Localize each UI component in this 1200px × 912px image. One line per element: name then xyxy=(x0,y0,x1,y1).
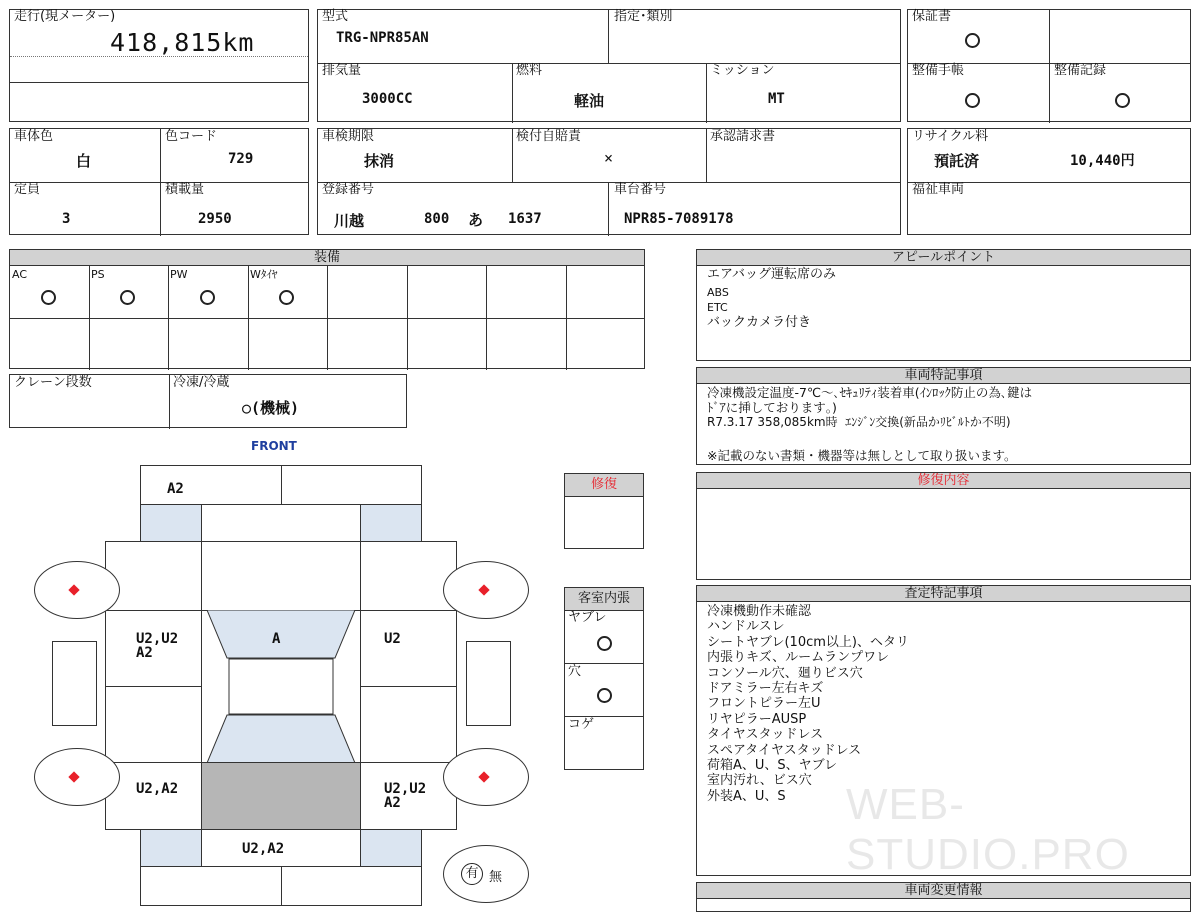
repair-content-title: 修復内容 xyxy=(697,473,1190,489)
recycle-status: 預託済 xyxy=(934,152,980,170)
rear-right-corner xyxy=(360,829,422,867)
special-notes-line-2: ﾄﾞｱに挿しております｡) xyxy=(707,400,837,415)
left-mirror xyxy=(52,641,97,726)
registration-label: 登録番号 xyxy=(322,182,375,197)
inspection-label: 車検期限 xyxy=(322,129,375,144)
mileage-label: 走行(現メーター) xyxy=(14,9,116,24)
front-left-fender xyxy=(105,541,202,611)
equipment-wtire-circle-icon xyxy=(279,290,294,305)
assessment-line-2: ハンドルスレ xyxy=(707,619,785,635)
documents-box xyxy=(907,9,1191,122)
rear-left-code: U2,A2 xyxy=(136,781,179,797)
chassis-label: 車台番号 xyxy=(614,182,667,197)
front-right-code: U2 xyxy=(384,631,401,647)
spare-tire xyxy=(443,845,529,903)
equipment-ac-circle-icon xyxy=(41,290,56,305)
crane-label: クレーン段数 xyxy=(14,375,92,390)
front-left-corner xyxy=(140,504,202,542)
mileage-value: 418,815km xyxy=(110,28,255,57)
load-value: 2950 xyxy=(198,211,232,227)
assessment-line-7: フロントピラー左U xyxy=(707,696,821,712)
assessment-line-11: 荷箱A、U、S、ヤブレ xyxy=(707,758,838,773)
color-code-label: 色コード xyxy=(165,129,218,144)
recycle-label: リサイクル料 xyxy=(912,129,989,144)
registration-city: 川越 xyxy=(334,212,365,230)
rear-bumper-right xyxy=(281,866,422,906)
equipment-wtire-label: Wﾀｲﾔ xyxy=(250,268,278,281)
appeal-line-3: ETC xyxy=(707,301,728,314)
front-label: FRONT xyxy=(251,439,297,453)
interior-hole-circle-icon xyxy=(597,688,612,703)
warranty-label: 保証書 xyxy=(912,9,952,24)
appeal-title: アピールポイント xyxy=(697,250,1190,266)
equipment-pw-circle-icon xyxy=(200,290,215,305)
interior-burn-label: コゲ xyxy=(568,717,595,732)
special-notes-line-1: 冷凍機設定温度-7℃～､ｾｷｭﾘﾃｨ装着車(ｲﾝﾛｯｸ防止の為､鍵は xyxy=(707,385,1033,400)
displacement-value: 3000CC xyxy=(362,91,413,107)
fuel-label: 燃料 xyxy=(516,63,543,78)
designation-label: 指定･類別 xyxy=(614,9,673,24)
rear-bumper-left xyxy=(140,866,282,906)
windshield xyxy=(201,610,361,763)
rear-right-code-1: U2,U2 xyxy=(384,781,427,797)
special-notes-line-5: ※記載のない書類・機器等は無しとして取り扱います。 xyxy=(707,448,1017,463)
load-label: 積載量 xyxy=(165,182,205,197)
color-code-value: 729 xyxy=(228,151,254,167)
body-color-value: 白 xyxy=(76,152,92,170)
front-left-code-2: A2 xyxy=(136,645,153,661)
transmission-label: ミッション xyxy=(710,63,775,78)
special-notes-line-3: R7.3.17 358,085km時 ｴﾝｼﾞﾝ交換(新品かﾘﾋﾞﾙﾄか不明) xyxy=(707,415,1011,429)
inspection-value: 抹消 xyxy=(364,152,395,170)
rear-left-corner xyxy=(140,829,202,867)
maintenance-record-label: 整備記録 xyxy=(1054,63,1107,78)
assessment-title: 査定特記事項 xyxy=(697,586,1190,602)
front-bumper-right xyxy=(281,465,422,505)
interior-box xyxy=(564,587,644,770)
equipment-title: 装備 xyxy=(10,250,644,266)
maintenance-book-circle-icon xyxy=(965,93,980,108)
maintenance-book-label: 整備手帳 xyxy=(912,63,965,78)
assessment-line-5: コンソール穴、廻りビス穴 xyxy=(707,665,863,681)
color-capacity-box xyxy=(9,128,309,235)
model-value: TRG-NPR85AN xyxy=(336,30,429,46)
model-label: 型式 xyxy=(322,9,349,24)
registration-serial: 1637 xyxy=(508,211,542,227)
recycle-welfare-box xyxy=(907,128,1191,235)
assessment-line-1: 冷凍機動作未確認 xyxy=(707,604,812,619)
cargo-floor xyxy=(201,762,361,830)
registration-num: 800 xyxy=(424,211,450,227)
equipment-ps-circle-icon xyxy=(120,290,135,305)
chassis-value: NPR85-7089178 xyxy=(624,211,734,227)
right-mirror xyxy=(466,641,511,726)
front-left-door xyxy=(105,610,202,687)
appeal-line-2: ABS xyxy=(707,286,729,299)
special-notes-box xyxy=(696,367,1191,465)
roof-code: A xyxy=(272,631,281,647)
insurance-value: × xyxy=(604,149,614,167)
change-info-title: 車両変更情報 xyxy=(697,883,1190,899)
insurance-label: 検付自賠責 xyxy=(516,129,582,144)
assessment-line-4: 内張りキズ、ルームランプワレ xyxy=(707,650,890,666)
assessment-line-3: シートヤブレ(10cm以上)、ヘタリ xyxy=(707,634,909,650)
assessment-line-13: 外装A、U、S xyxy=(707,788,786,804)
capacity-label: 定員 xyxy=(14,182,41,197)
front-right-fender xyxy=(360,541,457,611)
maintenance-record-circle-icon xyxy=(1115,93,1130,108)
spare-none: 無 xyxy=(489,870,503,885)
inspection-registration-box xyxy=(317,128,901,235)
assessment-line-10: スペアタイヤスタッドレス xyxy=(707,742,862,758)
freezer-label: 冷凍/冷蔵 xyxy=(173,375,230,390)
welfare-label: 福祉車両 xyxy=(912,182,965,197)
transmission-value: MT xyxy=(768,91,785,107)
repair-box xyxy=(564,473,644,549)
rear-code: U2,A2 xyxy=(242,841,285,857)
rear-right-code-2: A2 xyxy=(384,795,401,811)
model-spec-box xyxy=(317,9,901,122)
mileage-box xyxy=(9,9,309,122)
assessment-line-8: リヤピラーAUSP xyxy=(707,711,807,727)
rear-right-door xyxy=(360,686,457,763)
displacement-label: 排気量 xyxy=(322,63,362,78)
freezer-value: ○(機械) xyxy=(242,399,300,417)
watermark: WEB-STUDIO.PRO xyxy=(846,780,1130,879)
equipment-ac-label: AC xyxy=(12,268,28,281)
crane-freezer-box xyxy=(9,374,407,428)
hood-panel xyxy=(201,541,361,611)
assessment-line-6: ドアミラー左右キズ xyxy=(707,681,824,696)
warranty-circle-icon xyxy=(965,33,980,48)
equipment-pw-label: PW xyxy=(170,268,188,281)
interior-tear-label: ヤブレ xyxy=(568,610,607,625)
approval-label: 承認請求書 xyxy=(710,129,776,144)
repair-content-box xyxy=(696,472,1191,580)
rear-left-door xyxy=(105,686,202,763)
interior-title: 客室内張 xyxy=(565,588,643,611)
special-notes-title: 車両特記事項 xyxy=(697,368,1190,384)
change-info-box xyxy=(696,882,1191,912)
front-right-corner xyxy=(360,504,422,542)
equipment-ps-label: PS xyxy=(91,268,105,281)
body-color-label: 車体色 xyxy=(14,129,54,144)
front-right-door xyxy=(360,610,457,687)
front-center-panel xyxy=(201,504,361,542)
interior-tear-circle-icon xyxy=(597,636,612,651)
fuel-value: 軽油 xyxy=(574,92,605,110)
front-bumper-left xyxy=(140,465,282,505)
appeal-box xyxy=(696,249,1191,361)
interior-hole-label: 穴 xyxy=(568,664,582,679)
recycle-fee: 10,440円 xyxy=(1070,153,1135,169)
assessment-line-12: 室内汚れ、ビス穴 xyxy=(707,773,812,789)
appeal-line-1: エアバッグ運転席のみ xyxy=(707,267,836,282)
vehicle-diagram xyxy=(0,430,560,900)
spare-has: 有 xyxy=(461,863,483,885)
registration-kana: あ xyxy=(468,211,484,229)
capacity-value: 3 xyxy=(62,211,71,227)
front-left-code-1: U2,U2 xyxy=(136,631,179,647)
appeal-line-4: バックカメラ付き xyxy=(707,315,812,330)
equipment-box xyxy=(9,249,645,369)
assessment-line-9: タイヤスタッドレス xyxy=(707,727,824,743)
front-bumper-code: A2 xyxy=(167,481,184,497)
repair-title: 修復 xyxy=(565,474,643,497)
